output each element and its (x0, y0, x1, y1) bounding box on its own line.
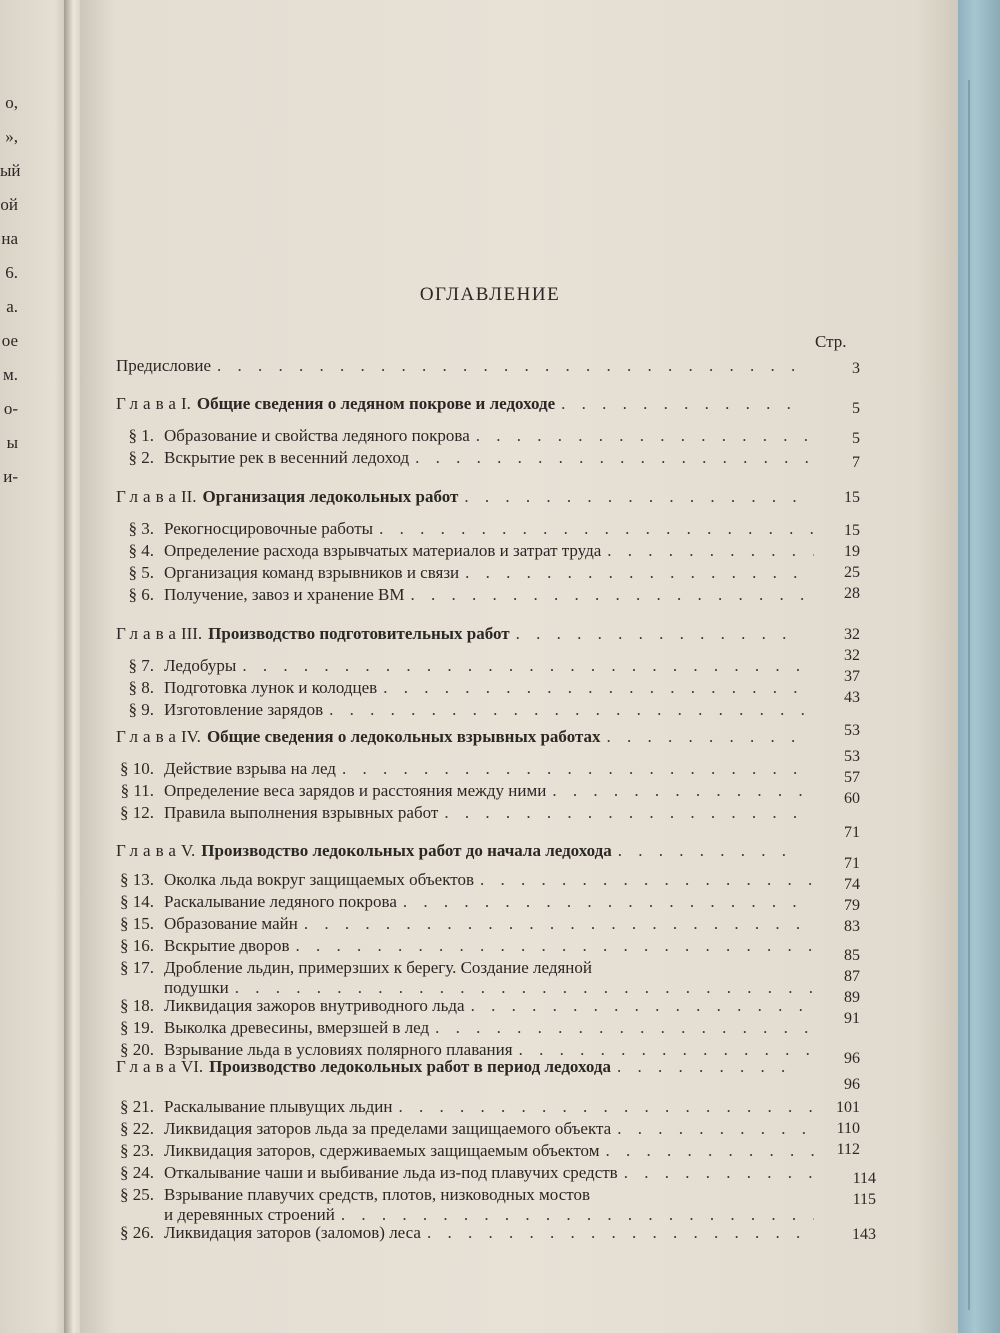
left-page-fragment: м. (2, 365, 18, 384)
section-title-continued: подушки (164, 978, 229, 997)
toc-section-row (100, 913, 820, 935)
section-number: § 26. (120, 1223, 154, 1242)
toc-title: ОГЛАВЛЕНИЕ (419, 284, 561, 305)
leader-dots (618, 840, 800, 862)
section-number: § 21. (120, 1097, 154, 1116)
leader-dots (217, 355, 800, 377)
toc-section-row (100, 1140, 820, 1162)
page-number: 15 (844, 489, 860, 506)
section-title: Взрывание плавучих средств, плотов, низководных мостов (164, 1185, 590, 1204)
section-number: § 24. (120, 1163, 154, 1182)
leader-dots (242, 655, 814, 677)
section-number: § 6. (128, 585, 154, 604)
book-cover-edge (958, 0, 1000, 1333)
chapter-title: Производство ледокольных работ до начала ледохода (201, 841, 612, 860)
toc-section-row (100, 802, 820, 824)
section-number: § 22. (120, 1119, 154, 1138)
section-title: Ликвидация заторов (заломов) леса (164, 1223, 421, 1242)
section-title: Рекогносцировочные работы (164, 519, 374, 538)
section-title: Организация команд взрывников и связи (164, 563, 460, 582)
toc-section-row (100, 758, 820, 780)
section-title: Взрывание льда в условиях полярного плавания (164, 1040, 513, 1059)
page-number: 28 (844, 585, 860, 602)
section-title: Выколка древесины, вмерзшей в лед (164, 1018, 430, 1037)
page-number: 114 (852, 1170, 876, 1187)
leader-dots (342, 758, 814, 780)
left-page-fragment: ы (6, 433, 18, 452)
toc-section-row (100, 699, 820, 721)
toc-section-row (100, 677, 820, 699)
page-number: 71 (844, 855, 860, 872)
section-title: Изготовление зарядов (164, 700, 324, 719)
section-number: § 4. (128, 541, 154, 560)
page-number: 85 (844, 947, 860, 964)
leader-dots (329, 699, 814, 721)
section-number: § 17. (120, 958, 154, 977)
left-page-fragment: ое (1, 331, 18, 350)
page-number: 112 (836, 1141, 860, 1158)
toc-section-row (100, 780, 820, 802)
leader-dots (605, 1140, 814, 1162)
section-title: Ликвидация заторов льда за пределами защищаемого объекта (164, 1119, 612, 1138)
toc-section-row (100, 655, 820, 677)
section-title: Правила выполнения взрывных работ (164, 803, 439, 822)
page-number: 53 (844, 722, 860, 739)
leader-dots (435, 1017, 814, 1039)
toc-section-row (100, 869, 820, 891)
left-page-fragment: ой (0, 195, 18, 214)
toc-section-row (100, 1017, 820, 1039)
section-title-continued: и деревянных строений (164, 1205, 335, 1224)
leader-dots (383, 677, 814, 699)
chapter-number: II. (180, 487, 197, 506)
leader-dots (471, 995, 814, 1017)
toc-section-row (100, 1162, 820, 1184)
section-number: § 20. (120, 1040, 154, 1059)
page-number: 89 (844, 989, 860, 1006)
page-number: 83 (844, 918, 860, 935)
section-number: § 16. (120, 936, 154, 955)
page-number: 79 (844, 897, 860, 914)
page-column-header: Стр. (815, 332, 847, 351)
section-number: § 5. (128, 563, 154, 582)
section-title: Раскалывание ледяного покрова (164, 892, 397, 911)
page-number: 43 (844, 689, 860, 706)
toc-section-row (100, 1222, 820, 1244)
page-number: 110 (836, 1120, 860, 1137)
section-title: Определение веса зарядов и расстояния между ними (164, 781, 547, 800)
toc-section-row (100, 540, 820, 562)
section-number: § 25. (120, 1185, 154, 1204)
section-title: Дробление льдин, примерзших к берегу. Создание ледяной (164, 958, 592, 977)
chapter-prefix: Глава (116, 841, 181, 860)
page-number: 143 (852, 1226, 876, 1243)
section-title: Образование майн (164, 914, 298, 933)
chapter-prefix: Глава (116, 1057, 181, 1076)
page-number: 96 (844, 1050, 860, 1067)
section-number: § 23. (120, 1141, 154, 1160)
leader-dots (444, 802, 814, 824)
section-number: § 13. (120, 870, 154, 889)
page-number: 5 (852, 430, 860, 447)
page-number: 57 (844, 769, 860, 786)
leader-dots (379, 518, 814, 540)
section-title: Ликвидация заторов, сдерживаемых защищаемым объектом (164, 1141, 600, 1160)
toc-chapter-row (116, 726, 806, 748)
page-number: 32 (844, 626, 860, 643)
page-number: 101 (836, 1099, 860, 1116)
section-number: § 10. (120, 759, 154, 778)
page-number: 19 (844, 543, 860, 560)
left-page-fragment: на (1, 229, 18, 248)
section-number: § 7. (128, 656, 154, 675)
section-title: Ликвидация зажоров внутриводного льда (164, 996, 465, 1015)
chapter-prefix: Глава (116, 727, 181, 746)
leader-dots (561, 393, 800, 415)
section-title: Вскрытие дворов (164, 936, 290, 955)
page-number: 15 (844, 522, 860, 539)
section-title: Образование и свойства ледяного покрова (164, 426, 470, 445)
section-number: § 9. (128, 700, 154, 719)
page-number: 3 (852, 360, 860, 377)
leader-dots (516, 623, 800, 645)
left-page-fragment: 6. (5, 263, 18, 282)
section-number: § 1. (128, 426, 154, 445)
toc-section-row (100, 1118, 820, 1140)
toc-chapter-row (116, 1056, 806, 1078)
section-title: Раскалывание плывущих льдин (164, 1097, 393, 1116)
toc-preface-row (116, 355, 806, 377)
page-number: 7 (852, 454, 860, 471)
page-number: 91 (844, 1010, 860, 1027)
section-title: Действие взрыва на лед (164, 759, 336, 778)
leader-dots (480, 869, 814, 891)
chapter-number: IV. (180, 727, 201, 746)
leader-dots (617, 1118, 814, 1140)
left-page-fragment: », (5, 127, 18, 146)
leader-dots (398, 1096, 814, 1118)
leader-dots (465, 562, 814, 584)
chapter-number: III. (180, 624, 203, 643)
section-number: § 18. (120, 996, 154, 1015)
preface-label: Предисловие (116, 356, 212, 375)
left-page-fragment: а. (6, 297, 18, 316)
chapter-title: Организация ледокольных работ (202, 487, 459, 506)
page-number: 32 (844, 647, 860, 664)
toc-section-row (100, 957, 820, 979)
left-page-fragment: о- (3, 399, 18, 418)
section-number: § 19. (120, 1018, 154, 1037)
leader-dots (295, 935, 814, 957)
toc-chapter-row (116, 486, 806, 508)
toc-chapter-row (116, 393, 806, 415)
leader-dots (464, 486, 800, 508)
toc-section-row (100, 584, 820, 606)
leader-dots (617, 1056, 800, 1078)
page-number: 60 (844, 790, 860, 807)
leader-dots (552, 780, 814, 802)
page-number: 96 (844, 1076, 860, 1093)
chapter-title: Общие сведения о ледяном покрове и ледоходе (196, 394, 556, 413)
chapter-title: Производство подготовительных работ (208, 624, 510, 643)
left-page-fragment: о, (5, 93, 18, 112)
left-page-fragment: и- (3, 467, 18, 486)
page-number: 74 (844, 876, 860, 893)
page-number: 37 (844, 668, 860, 685)
chapter-prefix: Глава (116, 624, 181, 643)
chapter-number: I. (180, 394, 191, 413)
leader-dots (476, 425, 814, 447)
section-number: § 12. (120, 803, 154, 822)
section-title: Подготовка лунок и колодцев (164, 678, 378, 697)
section-title: Ледобуры (164, 656, 237, 675)
toc-section-row (100, 1096, 820, 1118)
section-title: Околка льда вокруг защищаемых объектов (164, 870, 474, 889)
toc-section-row (100, 425, 820, 447)
leader-dots (415, 447, 814, 469)
chapter-prefix: Глава (116, 487, 181, 506)
page-number: 71 (844, 824, 860, 841)
section-number: § 8. (128, 678, 154, 697)
page-number: 115 (852, 1191, 876, 1208)
section-title: Вскрытие рек в весенний ледоход (164, 448, 410, 467)
chapter-title: Общие сведения о ледокольных взрывных работах (206, 727, 601, 746)
page-number: 53 (844, 748, 860, 765)
leader-dots (607, 540, 814, 562)
toc-section-row (100, 935, 820, 957)
toc-section-row (100, 447, 820, 469)
chapter-number: V. (180, 841, 196, 860)
section-title: Получение, завоз и хранение ВМ (164, 585, 405, 604)
leader-dots (607, 726, 800, 748)
section-title: Определение расхода взрывчатых материалов и затрат труда (164, 541, 602, 560)
toc-section-row (100, 1184, 820, 1206)
section-number: § 15. (120, 914, 154, 933)
page-number: 25 (844, 564, 860, 581)
chapter-prefix: Глава (116, 394, 181, 413)
section-title: Откалывание чаши и выбивание льда из-под плавучих средств (164, 1163, 618, 1182)
section-number: § 11. (120, 781, 154, 800)
section-number: § 2. (128, 448, 154, 467)
leader-dots (411, 584, 815, 606)
toc-section-row (100, 518, 820, 540)
leader-dots (403, 891, 814, 913)
section-number: § 3. (128, 519, 154, 538)
leader-dots (427, 1222, 814, 1244)
toc-section-row (100, 995, 820, 1017)
toc-section-row (100, 891, 820, 913)
left-page-fragment: ый (0, 161, 21, 180)
toc-section-row (100, 562, 820, 584)
chapter-number: VI. (180, 1057, 204, 1076)
toc-chapter-row (116, 840, 806, 862)
leader-dots (624, 1162, 814, 1184)
section-number: § 14. (120, 892, 154, 911)
chapter-title: Производство ледокольных работ в период ледохода (209, 1057, 611, 1076)
page-number: 5 (852, 400, 860, 417)
leader-dots (304, 913, 814, 935)
toc-chapter-row (116, 623, 806, 645)
page-number: 87 (844, 968, 860, 985)
